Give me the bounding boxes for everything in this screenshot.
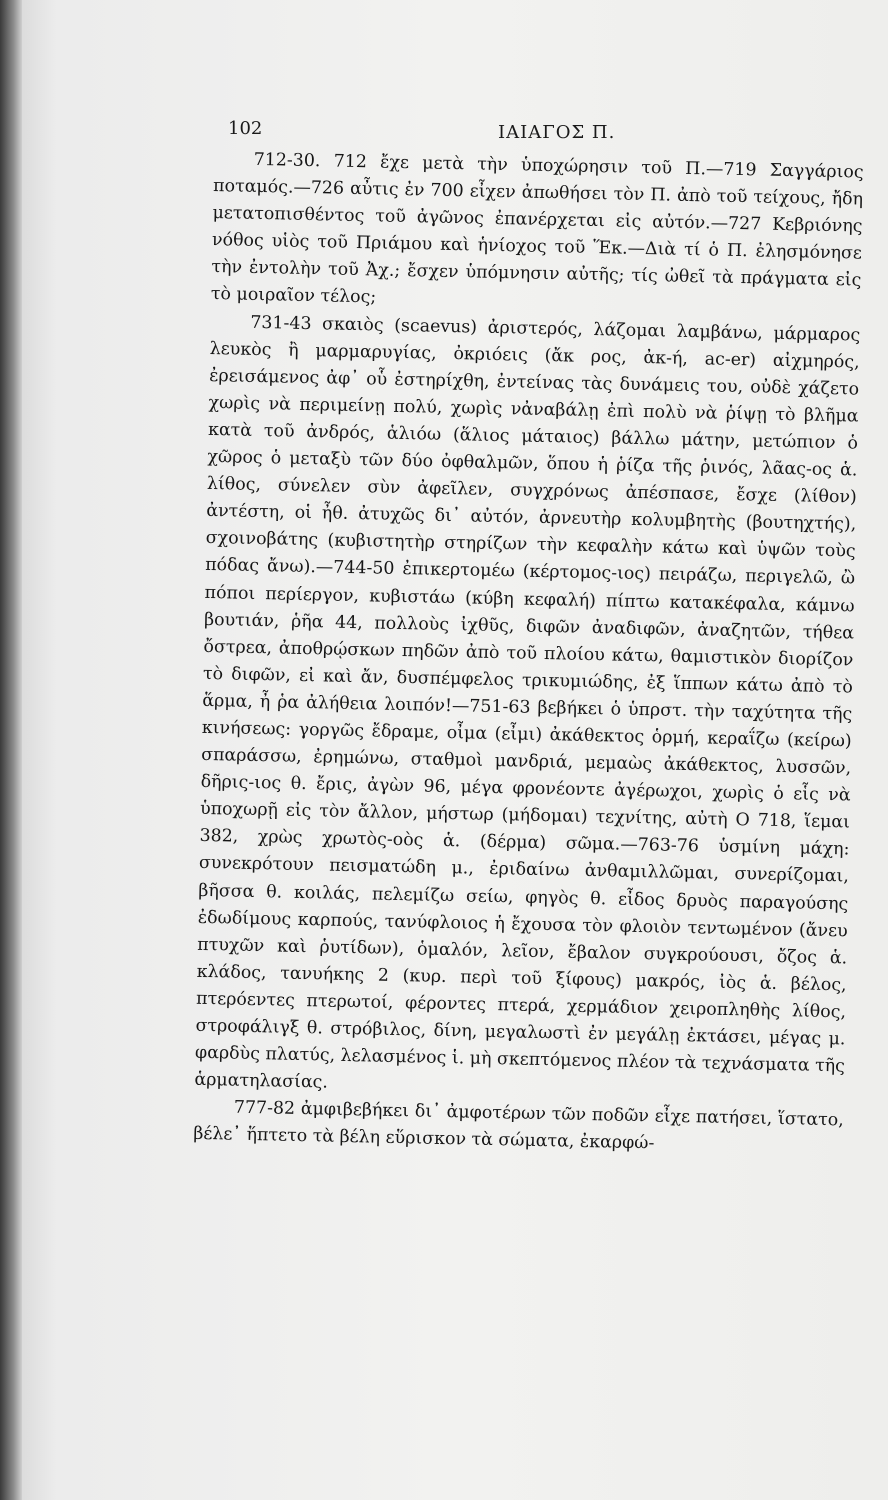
running-header: [22, 118, 888, 148]
commentary-text: [193, 146, 864, 1162]
page-edge: [0, 0, 22, 1500]
page-number: 102: [228, 118, 263, 139]
running-title: ΙΑΙΑΓΟΣ Π.: [498, 122, 616, 143]
paragraph-2: 731-43 σκαιὸς (scaevus) ἀριστερός, λάζομαι λαμβάνω, μάρμαρος λευκὸς ἢ μαρμαρυγίας, ὀκριόεις (ἄκ ρος, ἀκ-ή, ac-er) αἰχμηρός, ἐρεισάμενος ἀφ᾽ οὗ ἐστηρίχθη, ἐντείνας τὰς δυνάμεις του, οὐδὲ χάζετο χωρὶς νὰ περιμείνῃ πολύ, χωρὶς νἀναβάλῃ ἐπὶ πολὺ νὰ ῥίψῃ τὸ βλῆμα κατὰ τοῦ ἀνδρός, ἁλιόω (ἅλιος μάταιος) βάλλω μάτην, μετώπιον ὁ χῶρος ὁ μεταξὺ τῶν δύο ὀφθαλμῶν, ὅπου ἡ ῥίζα τῆς ῥινός, λᾶας-ος ἁ. λίθος, σύνελεν σὺν ἀφεῖλεν, συγχρόνως ἀπέσπασε, ἔσχε (λίθον) ἀντέστη, οἱ ἦθ. ἀτυχῶς δι᾽ αὐτόν, ἀρνευτὴρ κολυμβητὴς (βουτηχτής), σχοινοβάτης (κυβιστητὴρ στηρίζων τὴν κεφαλὴν κάτω καὶ ὑψῶν τοὺς πόδας ἄνω).—744-50 ἐπικερτομέω (κέρτομος-ιος) πειράζω, περιγελῶ, ὢ πόποι περίεργον, κυβιστάω (κύβη κεφαλή) πίπτω κατακέφαλα, κάμνω βουτιάν, ῥῆα 44, πολλοὺς ἰχθῦς, διφῶν ἀναδιφῶν, ἀναζητῶν, τήθεα ὄστρεα, ἀποθρῴσκων πηδῶν ἀπὸ τοῦ πλοίου κάτω, θαμιστικὸν διορίζον τὸ διφῶν, εἰ καὶ ἄν, δυσπέμφελος τρικυμιώδης, ἐξ ἵππων κάτω ἀπὸ τὸ ἅρμα, ἦ ῥα ἀλήθεια λοιπόν!—751-63 βεβήκει ὁ ὑπρστ. τὴν ταχύτητα τῆς κινήσεως: γοργῶς ἔδραμε, οἶμα (εἶμι) ἀκάθεκτος ὁρμή, κεραΐζω (κείρω) σπαράσσω, ἐρημώνω, σταθμοὶ μανδριά, μεμαὼς ἀκάθεκτος, λυσσῶν, δῆρις-ιος θ. ἔρις, ἀγὼν 96, μέγα φρονέοντε ἀγέρωχοι, χωρὶς ὁ εἷς νὰ ὑποχωρῇ εἰς τὸν ἄλλον, μήστωρ (μήδομαι) τεχνίτης, αὐτὴ Ο 718, ἵεμαι 382, χρὼς χρωτὸς-οὸς ἁ. (δέρμα) σῶμα.—763-76 ὑσμίνη μάχη: συνεκρότουν πεισματώδη μ., ἐριδαίνω ἀνθαμιλλῶμαι, συνερίζομαι, βῆσσα θ. κοιλάς, πελεμίζω σείω, φηγὸς θ. εἶδος δρυὸς παραγούσης ἐδωδίμους καρπούς, τανύφλοιος ἡ ἔχουσα τὸν φλοιὸν τεντωμένον (ἄνευ πτυχῶν καὶ ῥυτίδων), ὁμαλόν, λεῖον, ἔβαλον συγκρούουσι, ὄζος ἁ. κλάδος, τανυήκης 2 (κυρ. περὶ τοῦ ξίφους) μακρός, ἰὸς ἁ. βέλος, πτερόεντες πτερωτοί, φέροντες πτερά, χερμάδιον χειροπληθὴς λίθος, στροφάλιγξ θ. στρόβιλος, δίνη, μεγαλωστὶ ἐν μεγάλῃ ἐκτάσει, μέγας μ. φαρδὺς πλατύς, λελασμένος ἱ. μὴ σκεπτόμενος πλέον τὰ τεχνάσματα τῆς ἁρματηλασίας.: [194, 312, 861, 1093]
paragraph-1: 712-30. 712 ἔχε μετὰ τὴν ὑποχώρησιν τοῦ Π.—719 Σαγγάριος ποταμός.—726 αὖτις ἐν 700 εἶχεν ἀπωθήσει τὸν Π. ἀπὸ τοῦ τείχους, ἤδη μετατοπισθέντος τοῦ ἀγῶνος ἐπανέρχεται εἰς αὐτόν.—727 Κεβριόνης νόθος υἱὸς τοῦ Πριάμου καὶ ἡνίοχος τοῦ Ἕκ.—Διὰ τί ὁ Π. ἐλησμόνησε τὴν ἐντολὴν τοῦ Ἀχ.; ἔσχεν ὑπόμνησιν αὐτῆς; τίς ὠθεῖ τὰ πράγματα εἰς τὸ μοιραῖον τέλος;: [210, 149, 864, 308]
paragraph-3: 777-82 ἀμφιβεβήκει δι᾽ ἀμφοτέρων τῶν ποδῶν εἶχε πατήσει, ἵστατο, βέλε᾽ ἥπτετο τὰ βέλη εὕρισκον τὰ σώματα, ἐκαρφώ-: [193, 1097, 844, 1154]
book-page: [22, 0, 888, 1500]
